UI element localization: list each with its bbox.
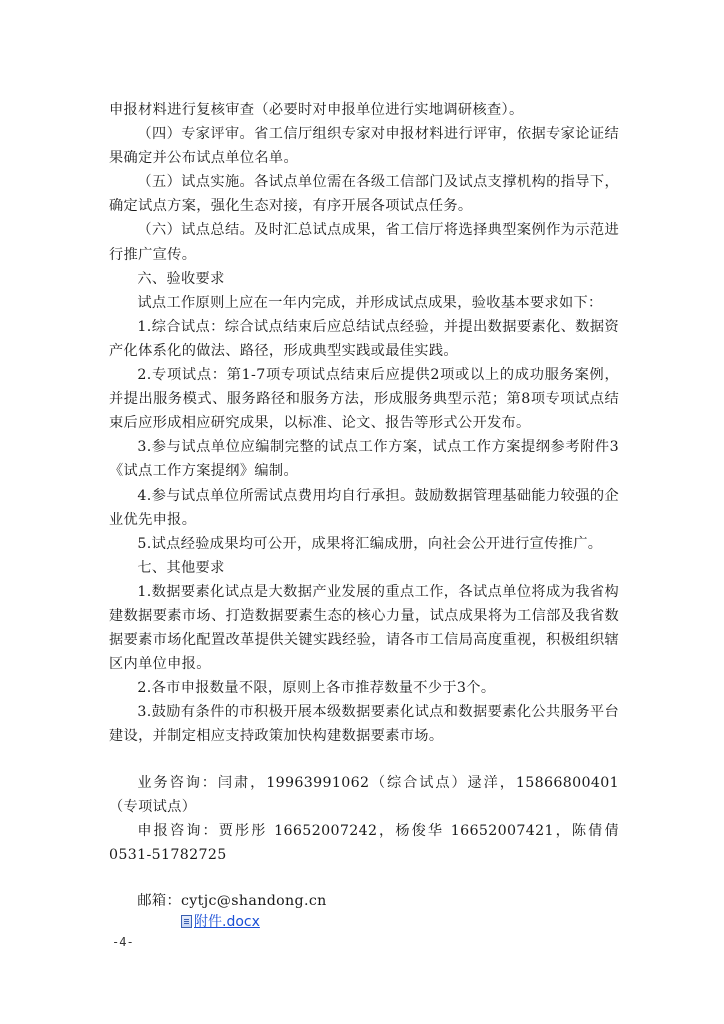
- paragraph-review: 申报材料进行复核审查（必要时对申报单位进行实地调研核查）。: [109, 102, 524, 118]
- attachment-link[interactable]: 附件.docx: [194, 914, 260, 930]
- paragraph-pilot-summary: （六）试点总结。及时汇总试点成果，省工信厅将选择典型案例作为示范进行推广宣传。: [109, 222, 619, 263]
- attachment-link-row[interactable]: [181, 911, 260, 931]
- contact-business: 业务咨询：闫肃，19963991062（综合试点）逯洋，15866800401（专项试点）: [109, 774, 619, 815]
- paragraph-acceptance-item-2: 2.专项试点：第1-7项专项试点结束后应提供2项或以上的成功服务案例，并提出服务模式、服务路径和服务方法，形成服务典型示范；第8项专项试点结束后应形成相应研究成果，以标准、论文、报告等形式公开发布。: [109, 367, 619, 432]
- paragraph-acceptance-item-4: 4.参与试点单位所需试点费用均自行承担。鼓励数据管理基础能力较强的企业优先申报。: [109, 487, 619, 528]
- contact-email: 邮箱：cytjc@shandong.cn: [137, 892, 327, 909]
- section-heading-acceptance: 六、验收要求: [137, 270, 225, 287]
- paragraph-other-item-3: 3.鼓励有条件的市积极开展本级数据要素化试点和数据要素化公共服务平台建设，并制定相应支持政策加快构建数据要素市场。: [109, 704, 619, 745]
- document-body: [109, 98, 619, 913]
- paragraph-acceptance-item-5: 5.试点经验成果均可公开，成果将汇编成册，向社会公开进行宣传推广。: [137, 535, 603, 552]
- paragraph-acceptance-item-3: 3.参与试点单位应编制完整的试点工作方案，试点工作方案提纲参考附件3《试点工作方案提纲》编制。: [109, 439, 619, 480]
- page-number: -4-: [112, 935, 134, 949]
- paragraph-pilot-implementation: （五）试点实施。各试点单位需在各级工信部门及试点支撑机构的指导下，确定试点方案，强化生态对接，有序开展各项试点任务。: [109, 174, 619, 215]
- docx-file-icon: [181, 915, 192, 928]
- paragraph-other-item-2: 2.各市申报数量不限，原则上各市推荐数量不少于3个。: [137, 680, 496, 697]
- spacer: [109, 749, 619, 771]
- paragraph-acceptance-intro: 试点工作原则上应在一年内完成，并形成试点成果，验收基本要求如下：: [137, 294, 603, 311]
- contact-application: 申报咨询：贾彤彤 16652007242，杨俊华 16652007421，陈倩倩 0531-51782725: [109, 822, 619, 863]
- paragraph-acceptance-item-1: 1.综合试点：综合试点结束后应总结试点经验，并提出数据要素化、数据资产化体系化的做法、路径，形成典型实践或最佳实践。: [109, 318, 619, 359]
- section-heading-other: 七、其他要求: [137, 559, 225, 576]
- paragraph-other-item-1: 1.数据要素化试点是大数据产业发展的重点工作，各试点单位将成为我省构建数据要素市场、打造数据要素生态的核心力量，试点成果将为工信部及我省数据要素市场化配置改革提供关键实践经验，请各市工信局高度重视，积极组织辖区内单位申报。: [109, 583, 619, 673]
- spacer: [109, 867, 619, 889]
- paragraph-expert-review: （四）专家评审。省工信厅组织专家对申报材料进行评审，依据专家论证结果确定并公布试点单位名单。: [109, 126, 619, 167]
